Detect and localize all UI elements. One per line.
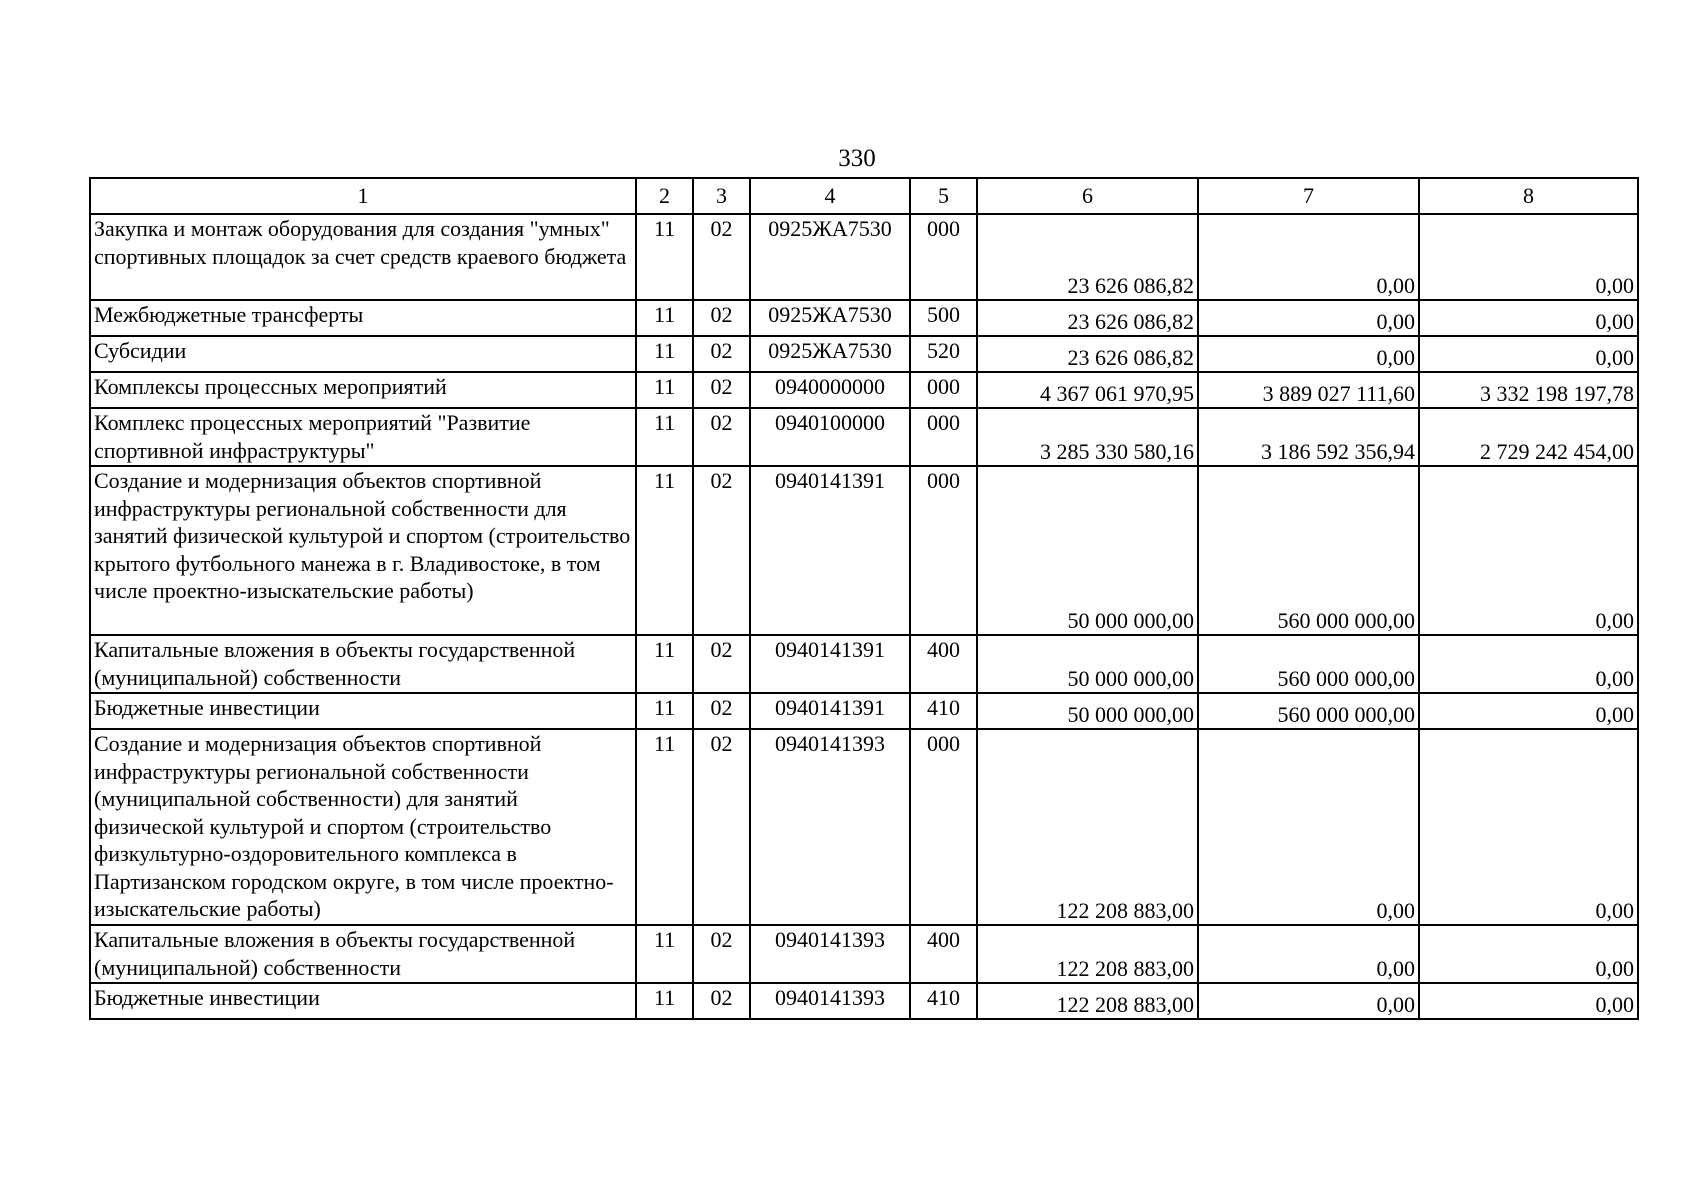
expense-name: Межбюджетные трансферты — [90, 300, 636, 336]
amount-col-7: 0,00 — [1198, 983, 1419, 1019]
target-article-code: 0940141391 — [750, 635, 910, 693]
target-article-code: 0925ЖА7530 — [750, 336, 910, 372]
amount-col-6: 122 208 883,00 — [977, 729, 1198, 925]
amount-col-7: 0,00 — [1198, 336, 1419, 372]
amount-col-8: 3 332 198 197,78 — [1419, 372, 1638, 408]
amount-col-7: 560 000 000,00 — [1198, 635, 1419, 693]
section-code: 11 — [636, 729, 693, 925]
page-number: 330 — [838, 145, 876, 172]
expense-type-code: 000 — [910, 729, 977, 925]
section-code: 11 — [636, 693, 693, 729]
expense-name: Комплекс процессных мероприятий "Развитие спортивной инфраструктуры" — [90, 408, 636, 466]
subsection-code: 02 — [693, 372, 750, 408]
section-code: 11 — [636, 214, 693, 300]
table-row — [90, 372, 1638, 408]
amount-col-6: 122 208 883,00 — [977, 925, 1198, 983]
subsection-code: 02 — [693, 214, 750, 300]
table-row — [90, 214, 1638, 300]
table-row — [90, 466, 1638, 635]
subsection-code: 02 — [693, 729, 750, 925]
amount-col-8: 0,00 — [1419, 466, 1638, 635]
amount-col-8: 0,00 — [1419, 693, 1638, 729]
header-cell: 6 — [977, 178, 1198, 214]
subsection-code: 02 — [693, 693, 750, 729]
amount-col-8: 0,00 — [1419, 729, 1638, 925]
section-code: 11 — [636, 925, 693, 983]
target-article-code: 0925ЖА7530 — [750, 214, 910, 300]
table-row — [90, 635, 1638, 693]
amount-col-6: 23 626 086,82 — [977, 336, 1198, 372]
table-row — [90, 693, 1638, 729]
header-cell: 7 — [1198, 178, 1419, 214]
header-row — [90, 178, 1638, 214]
amount-col-6: 23 626 086,82 — [977, 214, 1198, 300]
amount-col-8: 0,00 — [1419, 300, 1638, 336]
table-row — [90, 925, 1638, 983]
expense-name: Капитальные вложения в объекты государственной (муниципальной) собственности — [90, 635, 636, 693]
target-article-code: 0940141391 — [750, 466, 910, 635]
subsection-code: 02 — [693, 983, 750, 1019]
amount-col-7: 3 186 592 356,94 — [1198, 408, 1419, 466]
header-cell: 5 — [910, 178, 977, 214]
subsection-code: 02 — [693, 466, 750, 635]
expense-name: Бюджетные инвестиции — [90, 983, 636, 1019]
amount-col-7: 0,00 — [1198, 729, 1419, 925]
amount-col-7: 0,00 — [1198, 925, 1419, 983]
amount-col-6: 4 367 061 970,95 — [977, 372, 1198, 408]
expense-type-code: 500 — [910, 300, 977, 336]
amount-col-6: 50 000 000,00 — [977, 693, 1198, 729]
expense-type-code: 000 — [910, 372, 977, 408]
target-article-code: 0940141393 — [750, 983, 910, 1019]
target-article-code: 0940000000 — [750, 372, 910, 408]
target-article-code: 0940100000 — [750, 408, 910, 466]
expense-type-code: 400 — [910, 635, 977, 693]
target-article-code: 0925ЖА7530 — [750, 300, 910, 336]
table-row — [90, 729, 1638, 925]
amount-col-7: 560 000 000,00 — [1198, 693, 1419, 729]
header-cell: 2 — [636, 178, 693, 214]
subsection-code: 02 — [693, 336, 750, 372]
header-cell: 4 — [750, 178, 910, 214]
expense-name: Бюджетные инвестиции — [90, 693, 636, 729]
amount-col-7: 3 889 027 111,60 — [1198, 372, 1419, 408]
section-code: 11 — [636, 372, 693, 408]
section-code: 11 — [636, 983, 693, 1019]
budget-table — [89, 177, 1639, 1020]
expense-name: Создание и модернизация объектов спортивной инфраструктуры региональной собственности для занятий физической культурой и спортом (строительство крытого футбольного манежа в г. Владивостоке, в том числе проектно-изыскательские работы) — [90, 466, 636, 635]
section-code: 11 — [636, 300, 693, 336]
expense-name: Капитальные вложения в объекты государственной (муниципальной) собственности — [90, 925, 636, 983]
expense-name: Комплексы процессных мероприятий — [90, 372, 636, 408]
header-cell: 8 — [1419, 178, 1638, 214]
table-row — [90, 300, 1638, 336]
table-row — [90, 408, 1638, 466]
target-article-code: 0940141393 — [750, 729, 910, 925]
expense-type-code: 520 — [910, 336, 977, 372]
subsection-code: 02 — [693, 408, 750, 466]
target-article-code: 0940141391 — [750, 693, 910, 729]
amount-col-6: 122 208 883,00 — [977, 983, 1198, 1019]
expense-type-code: 000 — [910, 408, 977, 466]
expense-type-code: 000 — [910, 466, 977, 635]
table-row — [90, 983, 1638, 1019]
target-article-code: 0940141393 — [750, 925, 910, 983]
amount-col-8: 0,00 — [1419, 983, 1638, 1019]
section-code: 11 — [636, 466, 693, 635]
section-code: 11 — [636, 336, 693, 372]
amount-col-8: 0,00 — [1419, 214, 1638, 300]
amount-col-7: 560 000 000,00 — [1198, 466, 1419, 635]
amount-col-8: 0,00 — [1419, 336, 1638, 372]
expense-type-code: 400 — [910, 925, 977, 983]
amount-col-6: 23 626 086,82 — [977, 300, 1198, 336]
expense-name: Субсидии — [90, 336, 636, 372]
subsection-code: 02 — [693, 635, 750, 693]
amount-col-6: 50 000 000,00 — [977, 635, 1198, 693]
section-code: 11 — [636, 635, 693, 693]
header-cell: 1 — [90, 178, 636, 214]
section-code: 11 — [636, 408, 693, 466]
amount-col-7: 0,00 — [1198, 300, 1419, 336]
expense-name: Закупка и монтаж оборудования для создания "умных" спортивных площадок за счет средств краевого бюджета — [90, 214, 636, 300]
expense-name: Создание и модернизация объектов спортивной инфраструктуры региональной собственности (муниципальной собственности) для занятий физической культурой и спортом (строительство физкультурно-оздоровительного комплекса в Партизанском городском округе, в том числе проектно-изыскательские работы) — [90, 729, 636, 925]
table-row — [90, 336, 1638, 372]
amount-col-7: 0,00 — [1198, 214, 1419, 300]
amount-col-8: 2 729 242 454,00 — [1419, 408, 1638, 466]
subsection-code: 02 — [693, 300, 750, 336]
expense-type-code: 410 — [910, 983, 977, 1019]
header-cell: 3 — [693, 178, 750, 214]
amount-col-6: 50 000 000,00 — [977, 466, 1198, 635]
expense-type-code: 000 — [910, 214, 977, 300]
amount-col-8: 0,00 — [1419, 925, 1638, 983]
subsection-code: 02 — [693, 925, 750, 983]
amount-col-6: 3 285 330 580,16 — [977, 408, 1198, 466]
expense-type-code: 410 — [910, 693, 977, 729]
amount-col-8: 0,00 — [1419, 635, 1638, 693]
